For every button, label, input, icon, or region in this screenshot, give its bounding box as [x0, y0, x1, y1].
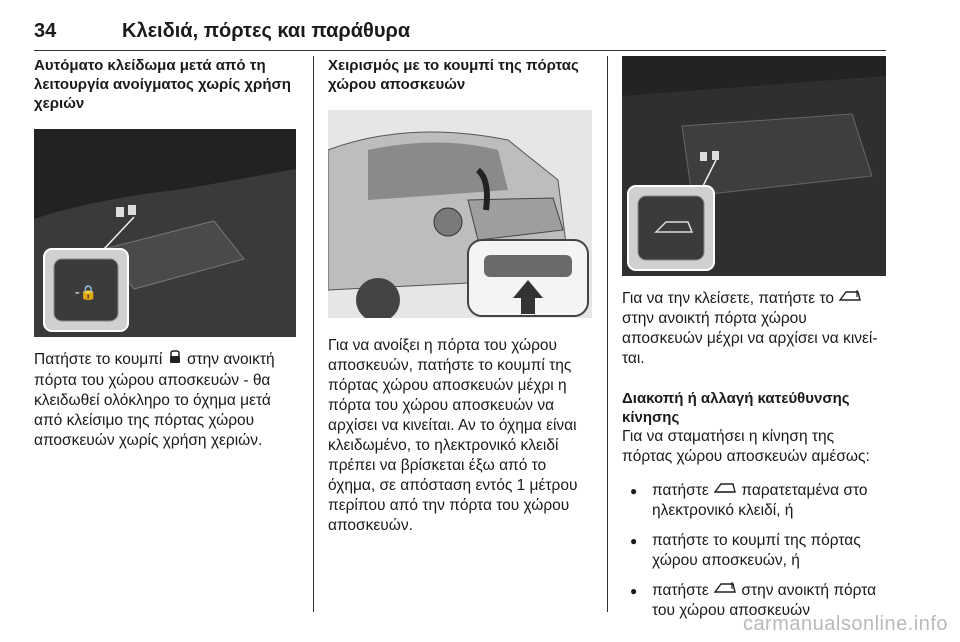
watermark: carmanualsonline.info	[742, 613, 948, 635]
tailgate-button-figure	[328, 110, 592, 318]
car-rear-illustration	[328, 110, 592, 318]
tailgate-close-button-figure	[622, 56, 886, 276]
tailgate-close-instructions: Για να την κλείσετε, πατήστε το στην ανοικτή πόρτα χώρου αποσκευών μέχρι να αρχίσει να κινείται.	[622, 290, 878, 368]
stop-intro: Για να σταματήσει η κίνηση της πόρτας χώρου αποσκευών αμέσως:	[622, 428, 870, 466]
column-3	[622, 56, 886, 631]
column-divider	[313, 56, 314, 612]
tailgate-lock-button-figure	[34, 129, 296, 337]
lock-hands-free-icon	[167, 349, 183, 371]
trunk-close-icon	[838, 289, 862, 309]
trunk-close-icon	[713, 581, 737, 601]
list-item: ● πατήστε στην ανοικτή πόρτα του χώρου αποσκευών	[622, 581, 886, 621]
stop-options-list	[622, 481, 886, 621]
chapter-title: Κλειδιά, πόρτες και παράθυρα	[122, 20, 411, 42]
tailgate-close-illustration	[622, 56, 886, 276]
column-2	[328, 56, 592, 536]
page-number: 34	[34, 20, 57, 42]
section-heading-stop-reverse: Διακοπή ή αλλαγή κατεύθυνσης κίνησης	[622, 390, 850, 427]
section-heading-hands-free-lock: Αυτόματο κλείδωμα μετά από τη λειτουργία ανοίγματος χωρίς χρήση χεριών	[34, 57, 291, 112]
svg-text:-🔒: -🔒	[74, 285, 98, 301]
column-divider	[607, 56, 608, 612]
list-item: ● πατήστε το κουμπί της πόρτας χώρου αποσκευών, ή	[622, 531, 886, 571]
list-item: ● πατήστε παρατεταμένα στο ηλεκτρονικό κλειδί, ή	[622, 481, 886, 521]
column-1	[34, 56, 296, 451]
tailgate-open-instructions: Για να ανοίξει η πόρτα του χώρου αποσκευών, πατήστε το κουμπί της πόρτας χώρου αποσκευών μέχρι η πόρτα του χώρου αποσκευών να αρχίσει να κινείται. Αν το όχημα είναι κλειδωμένο, το ηλεκτρονικό κλειδί πρέπει να βρίσκεται έξω από το όχημα, σε απόσταση εντός 1 μέτρου περίπου από την πόρτα του χώρου αποσκευών.	[328, 337, 578, 534]
trunk-key-icon	[713, 481, 737, 501]
hands-free-lock-instructions: Πατήστε το κουμπί στην ανοικτή πόρτα του χώρου αποσκευών - θα κλειδωθεί ολόκληρο το όχημα μετά από κλείσιμο της πόρτας χώρου αποσκευών χωρίς χρήση χεριών.	[34, 349, 296, 451]
tailgate-illustration	[34, 129, 296, 337]
section-heading-tailgate-button: Χειρισμός με το κουμπί της πόρτας χώρου αποσκευών	[328, 57, 579, 93]
page-header	[34, 20, 886, 51]
